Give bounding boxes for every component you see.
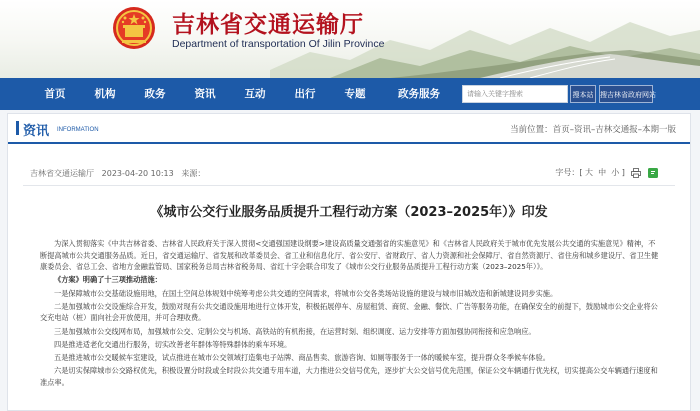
article-meta: [8, 154, 690, 182]
source-label: 来源：: [181, 169, 206, 178]
article-paragraph: 三是加强城市公交线网布局，加强城市公交、定制公交与机场、高铁站的有机衔接，在运营时刻、组织调度、运力安排等方面加强协同衔接和应急响应。: [54, 326, 536, 336]
search-input[interactable]: 请输入关键字搜索: [462, 85, 568, 103]
search-province-button[interactable]: 搜吉林省政府网站: [599, 85, 653, 103]
article-subheading: 《方案》明确了十三项推动措施：: [54, 275, 162, 285]
breadcrumb-current-issue[interactable]: 本期一版: [641, 125, 676, 135]
nav-item-news[interactable]: 资讯: [194, 88, 216, 100]
section-header: [8, 114, 690, 144]
breadcrumb-home[interactable]: 首页: [552, 125, 570, 135]
nav-item-organization[interactable]: 机构: [94, 88, 116, 100]
font-size-medium[interactable]: 中: [598, 168, 607, 177]
meta-divider: [23, 185, 675, 186]
section-marker: [16, 121, 19, 135]
breadcrumb-news[interactable]: 资讯: [573, 125, 591, 135]
breadcrumb-jilin-transport-daily[interactable]: 吉林交通报: [595, 125, 638, 135]
site-title-english: Department of transportation Of Jilin Province: [172, 38, 385, 50]
nav-item-government-services[interactable]: 政务服务: [398, 88, 440, 100]
article-source: 吉林省交通运输厅: [30, 169, 94, 178]
font-size-small[interactable]: 小: [611, 168, 620, 177]
print-icon[interactable]: [631, 168, 641, 178]
font-size-large[interactable]: 大: [585, 168, 594, 177]
nav-item-home[interactable]: 首页: [44, 88, 66, 100]
breadcrumb-prefix: 当前位置：: [510, 125, 553, 135]
article-paragraph: 二是加强城市公交设施综合开发，鼓励对现有公共交通设施用地进行立体开发，积极拓展停车、房屋租赁、商贸、金融、餐饮、广告等服务功能，在确保安全的前提下，鼓励城市公交企业将公交充电站（桩）面向社会开放使用，并可合理收费。: [40, 301, 658, 323]
search-site-button[interactable]: 搜本站: [570, 85, 596, 103]
nav-item-topics[interactable]: 专题: [344, 88, 366, 100]
nav-item-interaction[interactable]: 互动: [244, 88, 266, 100]
article-paragraph: 六是切实保障城市公交路权优先，积极设置分时段或全时段公共交通专用车道，大力推进公交信号优先，逐步扩大公交信号优先范围，保证公交车辆通行优先权，切实提高公交车辆通行速度和准点率。: [40, 366, 658, 387]
section-title: 资讯: [23, 124, 50, 139]
header-banner: [0, 0, 700, 78]
font-size-controls: 字号：[ 大 中 小 ]: [555, 167, 658, 178]
article-paragraph: 五是推进城市公交暖候车室建设，试点推进在城市公交领域打造集电子站牌、商品售卖、旅游咨询、如厕等服务于一体的暖候车室，提升群众冬季候车体验。: [54, 352, 550, 362]
article-date: 2023-04-20 10:13: [101, 169, 174, 178]
article-paragraph: 四是推进适老化交通出行服务，切实改善老年群体等特殊群体的乘车环境。: [54, 339, 292, 349]
article-body: [40, 238, 660, 390]
section-title-english: INFORMATION: [57, 127, 99, 133]
article-title: 《城市公交行业服务品质提升工程行动方案（2023–2025年）》印发: [150, 205, 548, 220]
site-title: 吉林省交通运输厅: [172, 12, 364, 38]
nav-item-government-affairs[interactable]: 政务: [144, 88, 166, 100]
article-paragraph: [40, 274, 660, 286]
font-size-label: 字号：: [555, 168, 580, 177]
share-icon[interactable]: [648, 168, 658, 178]
article-paragraph: 为深入贯彻落实《中共吉林省委、吉林省人民政府关于深入贯彻<交通强国建设纲要>建设高质量交通强省的实施意见》和《吉林省人民政府关于城市优先发展公共交通的实施意见》精神，不断提高城市公共交通服务品质。近日，省交通运输厅、省发展和改革委员会、省工业和信息化厅、省公安厅、省财政厅、省人力资源和社会保障厅、省自然资源厅、省住房和城乡建设厅、省卫生健康委员会、省总工会、省地方金融监管局、国家税务总局吉林省税务局、省红十字会联合印发了《城市公交行业服务品质提升工程行动方案（2023–2025年）》。: [40, 239, 659, 272]
content-panel: [7, 113, 691, 411]
national-emblem-icon: [112, 6, 156, 50]
article-paragraph: 一是保障城市公交基础设施用地，在国土空间总体规划中统筹考虑公共交通的空间需求，将城市公交各类场站设施的建设与城市旧城改造和新城建设同步实施。: [54, 288, 558, 298]
article-source-date: [30, 168, 205, 179]
nav-item-travel[interactable]: 出行: [294, 88, 316, 100]
breadcrumb: 当前位置：首页–资讯–吉林交通报–本期一版: [510, 125, 676, 135]
